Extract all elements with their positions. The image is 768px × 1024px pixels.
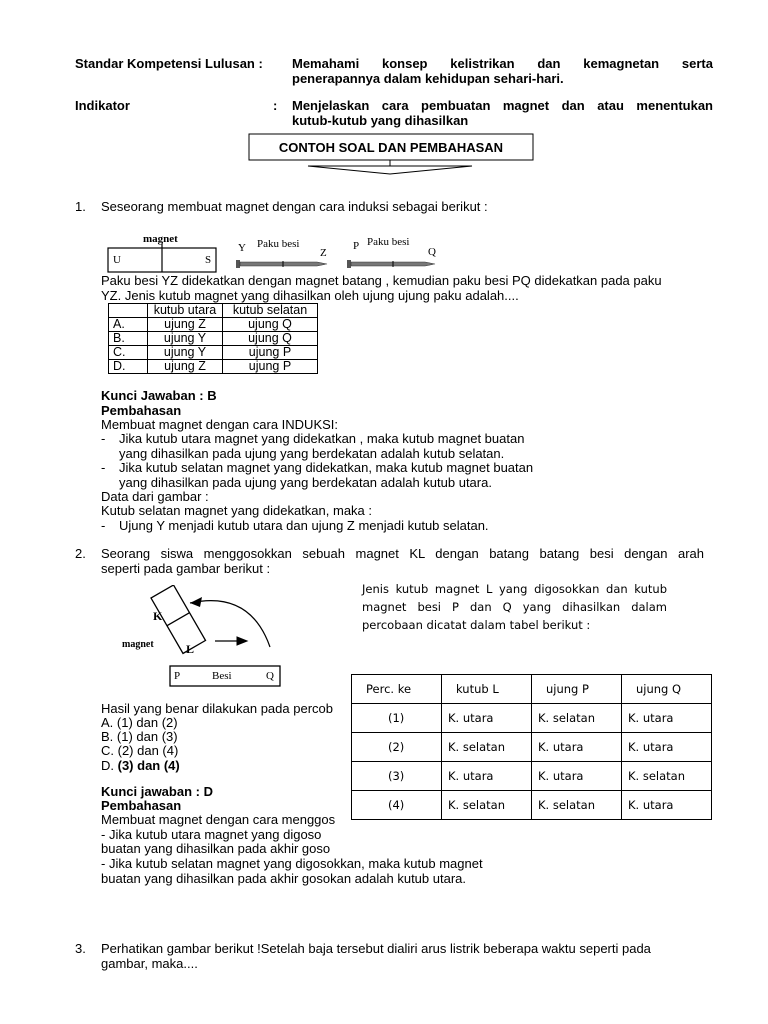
nail-pq — [347, 260, 435, 268]
q2-question-line2: seperti pada gambar berikut : — [101, 561, 271, 576]
table-cell: (3) — [352, 762, 442, 791]
q1-data-line: Kutub selatan magnet yang didekatkan, maka : — [101, 503, 373, 518]
q1-text-line1: Paku besi YZ didekatkan dengan magnet batang , kemudian paku besi PQ didekatkan pada paku — [101, 273, 662, 288]
table-cell: A. — [109, 318, 148, 332]
table-cell: K. selatan — [532, 791, 622, 820]
q2-results-table — [351, 674, 712, 820]
q2-result-text: Hasil yang benar dilakukan pada percob — [101, 701, 333, 716]
bar-label-q: Q — [266, 670, 274, 682]
label-l: L — [186, 642, 195, 656]
label-k: K — [153, 609, 163, 623]
skl-line1: Memahami konsep kelistrikan dan kemagnetan serta — [292, 56, 713, 71]
table-cell: K. utara — [532, 733, 622, 762]
q2-bullet1-line2: buatan yang dihasilkan pada akhir goso — [101, 841, 331, 856]
indikator-colon: : — [273, 98, 278, 113]
table-cell: ujung Z — [148, 360, 223, 374]
indikator-line2: kutub-kutub yang dihasilkan — [292, 113, 469, 128]
q1-options-table — [108, 303, 318, 374]
q1-dash-3: - — [101, 518, 106, 533]
table-cell: kutub selatan — [223, 304, 318, 318]
table-cell: K. utara — [442, 704, 532, 733]
bar-label-besi: Besi — [212, 670, 232, 682]
table-cell: (2) — [352, 733, 442, 762]
q2-bullet2-line2: buatan yang dihasilkan pada akhir gosokan adalah kutub utara. — [101, 871, 466, 886]
magnet-label: magnet — [143, 233, 178, 245]
table-row — [352, 762, 712, 791]
indikator-label: Indikator — [75, 98, 130, 113]
table-cell: K. selatan — [532, 704, 622, 733]
table-row — [352, 704, 712, 733]
table-cell: ujung Y — [148, 332, 223, 346]
table-cell: K. selatan — [442, 791, 532, 820]
q2-figure — [120, 585, 290, 690]
table-cell: (1) — [352, 704, 442, 733]
skl-label: Standar Kompetensi Lulusan : — [75, 56, 263, 71]
table-row — [109, 346, 318, 360]
nail1-label: Paku besi — [257, 238, 300, 250]
pole-s: S — [205, 254, 212, 266]
q1-bullet2-line2: yang dihasilkan pada ujung yang berdekatan adalah kutub utara. — [119, 475, 492, 490]
table-cell: ujung Z — [148, 318, 223, 332]
table-cell: K. selatan — [622, 762, 712, 791]
q1-data-bullet: Ujung Y menjadi kutub utara dan ujung Z menjadi kutub selatan. — [119, 518, 489, 533]
q2-option-d-prefix: D. — [101, 758, 118, 773]
page-title: CONTOH SOAL DAN PEMBAHASAN — [278, 140, 504, 155]
table-cell: K. utara — [622, 733, 712, 762]
q1-dash-2: - — [101, 460, 106, 475]
table-cell: ujung P — [532, 675, 622, 704]
q1-bullet1-line2: yang dihasilkan pada ujung yang berdekatan adalah kutub selatan. — [119, 446, 505, 461]
q1-text-line2: YZ. Jenis kutub magnet yang dihasilkan oleh ujung ujung paku adalah.... — [101, 288, 519, 303]
q2-bullet1-line1: - Jika kutub utara magnet yang digoso — [101, 827, 322, 842]
q3-question-line2: gambar, maka.... — [101, 956, 198, 971]
q2-discussion-intro: Membuat magnet dengan cara menggos — [101, 812, 336, 827]
table-cell: Perc. ke — [352, 675, 442, 704]
table-header-row — [352, 675, 712, 704]
q2-side-text-line3: percobaan dicatat dalam tabel berikut : — [362, 618, 591, 632]
q2-discussion-title: Pembahasan — [101, 798, 182, 813]
table-row — [352, 733, 712, 762]
pole-u: U — [113, 254, 121, 266]
table-row — [109, 318, 318, 332]
table-cell — [109, 304, 148, 318]
q1-answer-key: Kunci Jawaban : B — [101, 388, 217, 403]
q1-number: 1. — [75, 199, 86, 214]
q3-question-line1: Perhatikan gambar berikut !Setelah baja tersebut dialiri arus listrik beberapa waktu seperti pada — [101, 941, 651, 956]
q2-option-c: C. (2) dan (4) — [101, 743, 179, 758]
nail-yz — [236, 260, 327, 268]
skl-line2: penerapannya dalam kehidupan sehari-hari. — [292, 71, 564, 86]
q2-bullet2-line1: - Jika kutub selatan magnet yang digosokkan, maka kutub magnet — [101, 856, 483, 871]
table-cell: kutub L — [442, 675, 532, 704]
table-cell: K. selatan — [442, 733, 532, 762]
table-cell: K. utara — [622, 704, 712, 733]
indikator-line1: Menjelaskan cara pembuatan magnet dan atau menentukan — [292, 98, 713, 113]
nail2-q: Q — [428, 246, 436, 258]
q3-number: 3. — [75, 941, 86, 956]
nail2-label: Paku besi — [367, 236, 410, 248]
q2-magnet-label: magnet — [122, 639, 154, 650]
q2-side-text-line1: Jenis kutub magnet L yang digosokkan dan kutub — [362, 582, 667, 596]
q2-question-line1: Seorang siswa menggosokkan sebuah magnet KL dengan batang batang besi dengan arah — [101, 546, 704, 561]
nail2-p: P — [353, 240, 360, 252]
table-cell: ujung Y — [148, 346, 223, 360]
q2-answer-key: Kunci jawaban : D — [101, 784, 213, 799]
bar-label-p: P — [174, 670, 181, 682]
table-row — [352, 791, 712, 820]
q1-bullet1-line1: Jika kutub utara magnet yang didekatkan , maka kutub magnet buatan — [119, 431, 525, 446]
q1-data-label: Data dari gambar : — [101, 489, 209, 504]
table-cell: K. utara — [442, 762, 532, 791]
table-cell: ujung Q — [223, 318, 318, 332]
table-row — [109, 360, 318, 374]
q2-option-d-value: (3) dan (4) — [117, 758, 180, 773]
q2-option-d — [101, 758, 180, 773]
q1-question: Seseorang membuat magnet dengan cara induksi sebagai berikut : — [101, 199, 488, 214]
q2-number: 2. — [75, 546, 86, 561]
table-cell: C. — [109, 346, 148, 360]
table-cell: K. utara — [532, 762, 622, 791]
q2-option-b: B. (1) dan (3) — [101, 729, 178, 744]
q2-side-text-line2: magnet besi P dan Q yang dihasilkan dalam — [362, 600, 667, 614]
q1-bullet2-line1: Jika kutub selatan magnet yang didekatkan, maka kutub magnet buatan — [119, 460, 534, 475]
table-cell: ujung Q — [622, 675, 712, 704]
table-cell: B. — [109, 332, 148, 346]
table-header-row — [109, 304, 318, 318]
table-cell: ujung P — [223, 360, 318, 374]
table-cell: kutub utara — [148, 304, 223, 318]
q1-discussion-title: Pembahasan — [101, 403, 182, 418]
table-cell: D. — [109, 360, 148, 374]
q1-dash-1: - — [101, 431, 106, 446]
table-cell: ujung Q — [223, 332, 318, 346]
q1-discussion-intro: Membuat magnet dengan cara INDUKSI: — [101, 417, 339, 432]
table-cell: K. utara — [622, 791, 712, 820]
table-cell: ujung P — [223, 346, 318, 360]
table-cell: (4) — [352, 791, 442, 820]
nail1-z: Z — [320, 247, 327, 259]
table-row — [109, 332, 318, 346]
q2-option-a: A. (1) dan (2) — [101, 715, 178, 730]
nail1-y: Y — [238, 242, 246, 254]
